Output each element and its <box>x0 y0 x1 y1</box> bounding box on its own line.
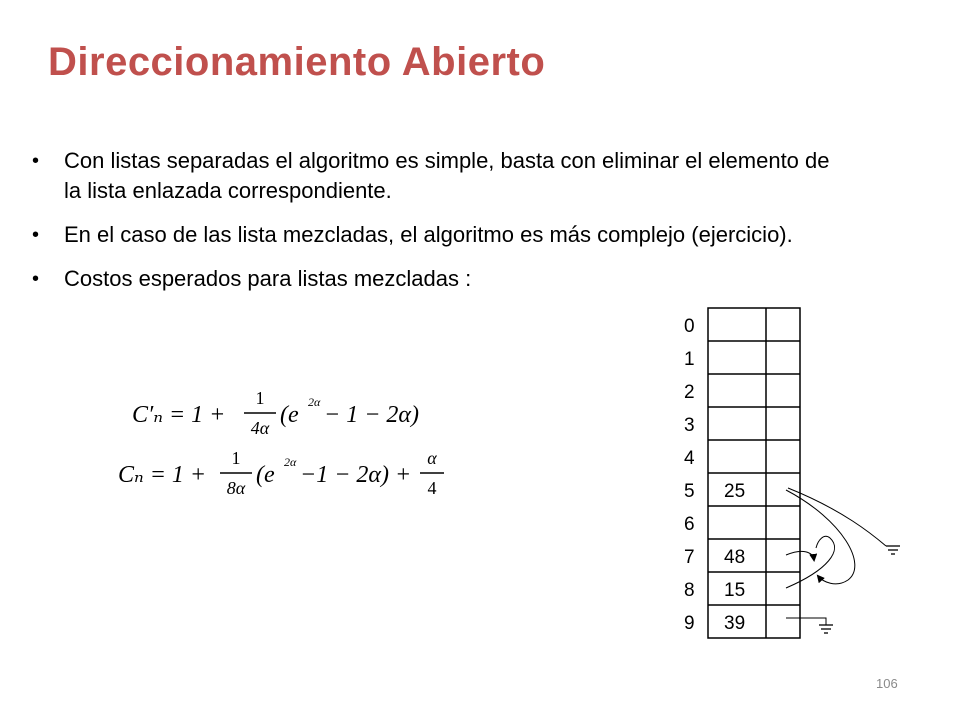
table-cell-value: 25 <box>724 481 746 502</box>
bullet-item <box>30 264 830 294</box>
null-ground-symbol <box>886 546 900 554</box>
formula-1-lhs: C′ₙ = 1 + <box>132 402 226 428</box>
bullet-item <box>30 220 830 250</box>
table-index-label: 5 <box>684 481 695 502</box>
bullet-item <box>30 146 830 206</box>
bullet-text: Con listas separadas el algoritmo es simple, basta con eliminar el elemento de la lista enlazada correspondiente. <box>64 148 830 203</box>
bullet-symbol: • <box>32 224 40 246</box>
table-cell-value: 48 <box>724 547 746 568</box>
formula-2-numerator: 1 <box>231 448 241 468</box>
formula-2-exponent: 2α <box>284 455 297 469</box>
page-number: 106 <box>876 676 898 691</box>
slide-title: Direccionamiento Abierto <box>48 40 546 84</box>
formula-1-numerator: 1 <box>255 388 265 408</box>
null-ground-symbol <box>819 625 833 633</box>
pointer-line-to-null-1 <box>788 488 886 546</box>
table-index-label: 6 <box>684 514 695 535</box>
table-index-label: 9 <box>684 613 695 634</box>
bullet-symbol: • <box>32 150 40 172</box>
formula-c-prime <box>132 388 419 438</box>
table-index-label: 8 <box>684 580 695 601</box>
table-cell-value: 39 <box>724 613 746 634</box>
formula-1-exponent: 2α <box>308 395 321 409</box>
formula-1-rest: − 1 − 2α) <box>324 402 419 428</box>
formula-2-numerator-2: α <box>427 448 437 468</box>
hash-table-diagram <box>668 300 930 650</box>
table-index-label: 4 <box>684 448 695 469</box>
bullet-symbol: • <box>32 268 40 290</box>
table-cell-value: 15 <box>724 580 746 601</box>
cost-formulas <box>110 382 450 522</box>
bullet-text: En el caso de las lista mezcladas, el algoritmo es más complejo (ejercicio). <box>64 222 793 247</box>
bullet-list <box>30 146 830 308</box>
table-index-label: 1 <box>684 349 695 370</box>
table-index-label: 2 <box>684 382 695 403</box>
table-index-label: 3 <box>684 415 695 436</box>
formula-1-denominator: 4α <box>250 418 270 438</box>
formula-2-denominator: 8α <box>226 478 246 498</box>
formula-2-base: (e <box>256 462 275 488</box>
formula-2-lhs: Cₙ = 1 + <box>118 462 207 488</box>
formula-c <box>118 448 444 498</box>
formula-2-rest: −1 − 2α) + <box>300 462 412 488</box>
table-index-label: 0 <box>684 316 695 337</box>
formula-2-denominator-2: 4 <box>427 478 437 498</box>
bullet-text: Costos esperados para listas mezcladas : <box>64 266 472 291</box>
formula-1-base: (e <box>280 402 299 428</box>
table-index-label: 7 <box>684 547 695 568</box>
